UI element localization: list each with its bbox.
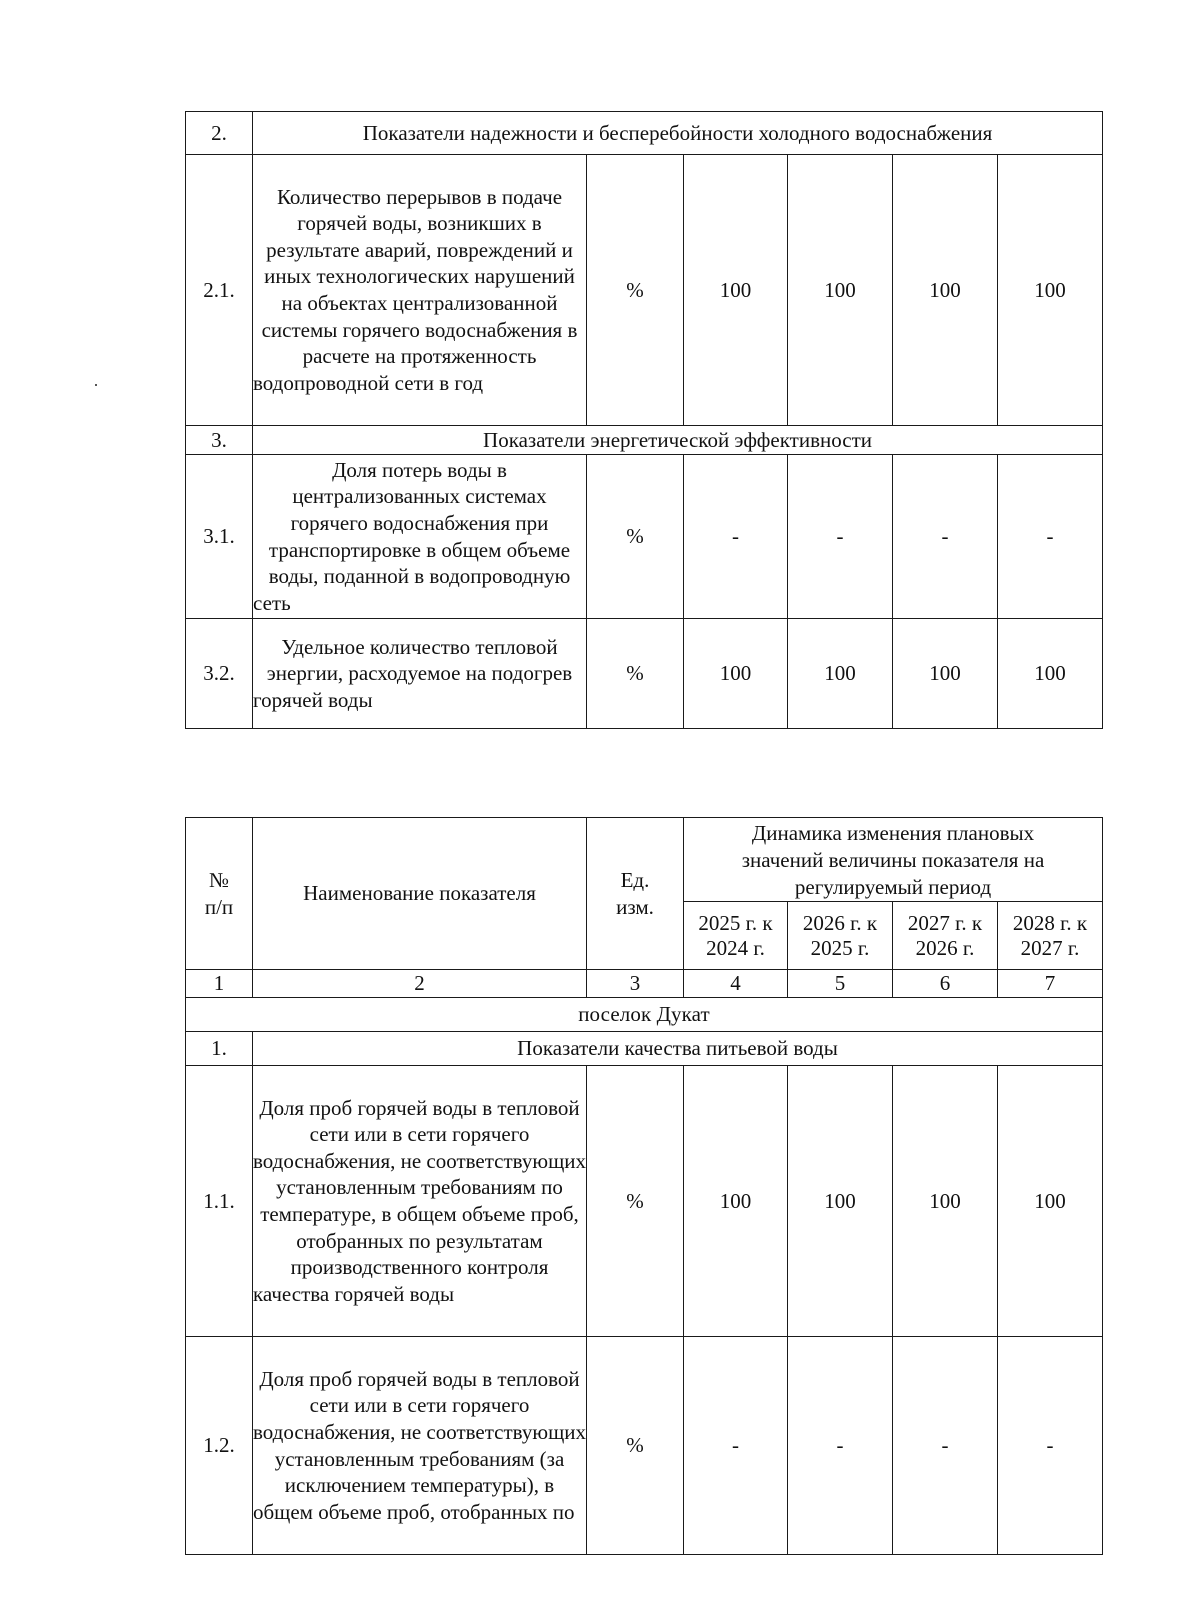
indicator-name: Доля проб горячей воды в тепловой сети или в сети горячего водоснабжения, не соответствующих установленным требованиям (за исключением температуры), в общем объеме проб, отобранных по [253,1337,587,1555]
indicator-name: Доля потерь воды в централизованных системах горячего водоснабжения при транспортировке в общем объеме воды, поданной в водопроводную сеть [253,455,587,619]
scan-speck [95,384,97,386]
indicator-row [186,155,1103,426]
indicators-table-continued [185,111,1103,729]
section-title: Показатели энергетической эффективности [253,426,1103,455]
value-cell: - [788,455,893,619]
header-row [186,818,1103,902]
indicator-row [186,1066,1103,1337]
row-number: 3.1. [186,455,253,619]
section-title: Показатели надежности и бесперебойности холодного водоснабжения [253,112,1103,155]
row-number: 2.1. [186,155,253,426]
indicators-table-dukat [185,817,1103,1555]
column-number: 2 [253,970,587,998]
indicator-name: Доля проб горячей воды в тепловой сети или в сети горячего водоснабжения, не соответствующих установленным требованиям по температуре, в общем объеме проб, отобранных по результатам производственного контроля качества горячей воды [253,1066,587,1337]
row-number: 1.2. [186,1337,253,1555]
value-cell: - [893,1337,998,1555]
unit-cell: % [587,1337,684,1555]
value-cell: - [684,455,788,619]
row-number: 1.1. [186,1066,253,1337]
value-cell: 100 [788,1066,893,1337]
indicator-row [186,1337,1103,1555]
unit-cell: % [587,1066,684,1337]
value-cell: 100 [684,619,788,729]
header-name: Наименование показателя [253,818,587,970]
value-cell: - [998,455,1103,619]
value-cell: 100 [998,155,1103,426]
column-number: 6 [893,970,998,998]
value-cell: 100 [788,155,893,426]
place-row [186,998,1103,1032]
value-cell: 100 [893,1066,998,1337]
unit-cell: % [587,455,684,619]
value-cell: 100 [998,619,1103,729]
header-dynamics: Динамика изменения плановых значений величины показателя на регулируемый период [684,818,1103,902]
value-cell: 100 [788,619,893,729]
header-unit: Ед. изм. [587,818,684,970]
section-title: Показатели качества питьевой воды [253,1032,1103,1066]
value-cell: - [998,1337,1103,1555]
column-number: 3 [587,970,684,998]
period-header: 2028 г. к 2027 г. [998,902,1103,970]
column-number: 5 [788,970,893,998]
value-cell: 100 [684,155,788,426]
period-header: 2027 г. к 2026 г. [893,902,998,970]
indicator-name: Удельное количество тепловой энергии, расходуемое на подогрев горячей воды [253,619,587,729]
value-cell: - [788,1337,893,1555]
indicator-row [186,455,1103,619]
indicator-row [186,619,1103,729]
indicator-name: Количество перерывов в подаче горячей воды, возникших в результате аварий, повреждений и иных технологических нарушений на объектах централизованной системы горячего водоснабжения в расчете на протяженность водопроводной сети в год [253,155,587,426]
place-title: поселок Дукат [186,998,1103,1032]
column-number: 7 [998,970,1103,998]
row-number: 2. [186,112,253,155]
value-cell: - [684,1337,788,1555]
period-header: 2026 г. к 2025 г. [788,902,893,970]
column-number: 4 [684,970,788,998]
value-cell: 100 [684,1066,788,1337]
value-cell: 100 [998,1066,1103,1337]
section-row [186,112,1103,155]
value-cell: - [893,455,998,619]
period-header: 2025 г. к 2024 г. [684,902,788,970]
row-number: 3.2. [186,619,253,729]
unit-cell: % [587,155,684,426]
value-cell: 100 [893,619,998,729]
row-number: 1. [186,1032,253,1066]
row-number: 3. [186,426,253,455]
value-cell: 100 [893,155,998,426]
column-number: 1 [186,970,253,998]
column-number-row [186,970,1103,998]
header-number: № п/п [186,818,253,970]
section-row [186,1032,1103,1066]
section-row [186,426,1103,455]
unit-cell: % [587,619,684,729]
